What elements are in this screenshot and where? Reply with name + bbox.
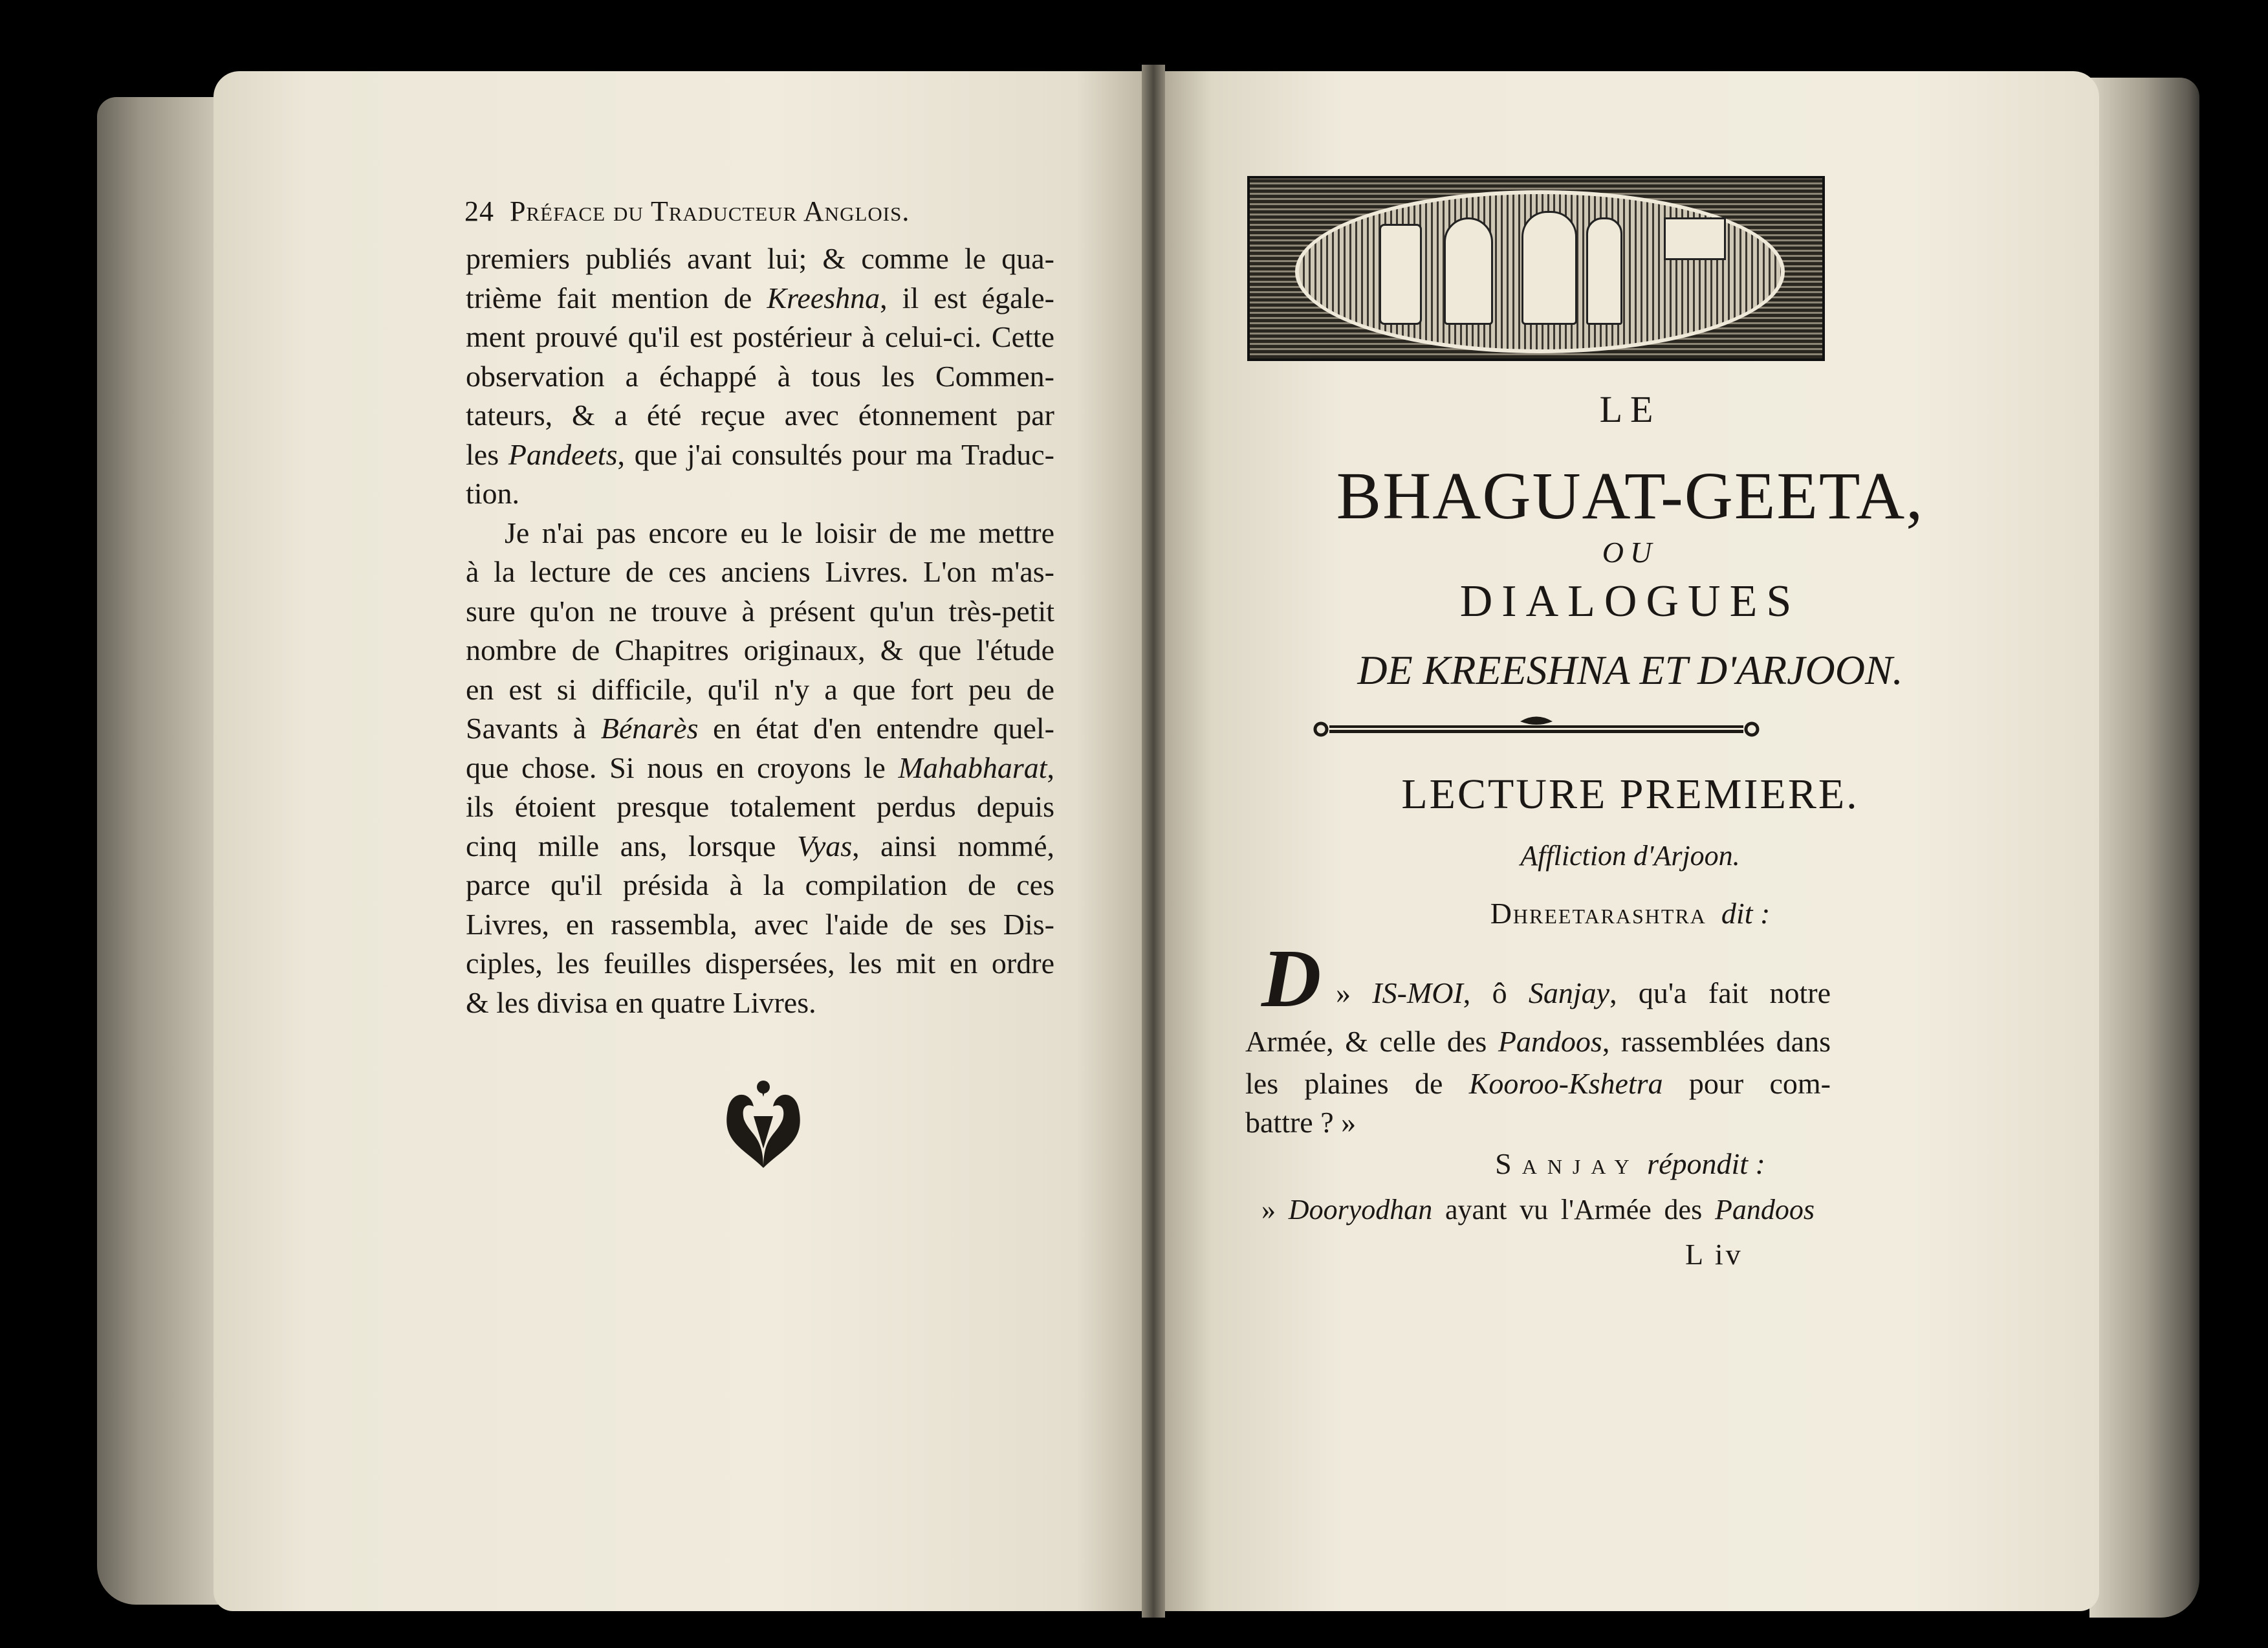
text-segment: » [1336,976,1373,1009]
speaker-heading-2 [1158,1147,2102,1181]
text-line [1245,1064,1831,1103]
italic-text: IS-MOI [1372,976,1463,1009]
title-dialogues: DIALOGUES [1459,577,1801,626]
text-line [466,357,1054,396]
italic-text: Pandeets [508,437,618,471]
text-line [466,592,1054,631]
text-segment: ciples, les feuilles dispersées, les mit en ordre [466,947,1054,980]
drop-cap: D [1261,932,1322,1024]
text-segment: Savants à [466,712,601,745]
text-line [466,749,1054,787]
italic-text: Pandoos [1715,1194,1815,1225]
speaker-name: Dhreetarashtra [1490,897,1706,930]
title-subtitle: DE KREESHNA ET D'ARJOON. [1357,647,1903,693]
text-line [466,787,1054,826]
text-segment: Livres, en rassembla, avec l'aide de ses Dis- [466,907,1054,941]
text-line [466,944,1054,983]
text-segment: en état d'en entendre quel- [698,712,1055,745]
text-segment: nombre de Chapitres originaux, & que l'étude [466,633,1054,666]
speaker-verb: dit : [1721,897,1771,930]
text-segment: , il est égale- [880,281,1054,314]
text-segment: battre ? » [1245,1106,1357,1139]
title-ou: OU [1602,536,1659,569]
italic-text: Kooroo-Kshetra [1468,1067,1663,1100]
text-segment: trième fait mention de [466,281,767,314]
italic-text: Pandoos [1498,1025,1602,1058]
page-number: 24 [464,195,494,227]
italic-text: Sanjay [1528,976,1610,1009]
italic-text: Kreeshna [767,281,880,314]
text-segment: cinq mille ans, lorsque [466,829,797,862]
text-line [466,866,1054,905]
text-segment: tateurs, & a été reçue avec étonnement par [466,399,1054,432]
text-segment: à la lecture de ces anciens Livres. L'on m'as- [466,555,1054,588]
text-line [1245,1103,1831,1142]
divider-ornament-icon [1313,715,1760,741]
running-head-title: Préface du Traducteur Anglois. [510,195,910,227]
text-segment: » [1261,1194,1289,1225]
text-segment: , ô [1463,976,1529,1009]
italic-text: Bénarès [600,712,699,745]
speaker-verb-2: répondit : [1647,1147,1765,1180]
text-line [466,396,1054,435]
text-segment: les [466,437,508,471]
text-segment: , que j'ai consultés pour ma Traduc- [617,437,1054,471]
text-segment: pour com- [1663,1067,1831,1100]
text-line [466,983,1054,1022]
text-segment: , qu'a fait notre [1609,976,1831,1009]
text-segment: observation a échappé à tous les Commen- [466,359,1054,393]
italic-text: Dooryodhan [1288,1194,1433,1225]
text-segment: ayant vu l'Armée des [1432,1194,1715,1225]
text-line [466,279,1054,318]
text-line [1245,1022,1831,1061]
text-segment: les plaines de [1245,1067,1469,1100]
text-segment: que chose. Si nous en croyons le [466,751,899,784]
chapter-heading: LECTURE PREMIERE. [1401,771,1859,818]
headpiece-engraving [1247,176,1825,361]
text-segment: Je n'ai pas encore eu le loisir de me mettre [505,516,1054,549]
text-segment: ment prouvé qu'il est postérieur à celui-ci. Cette [466,320,1054,353]
book-page-edges-right [2089,78,2199,1618]
signature-mark: L iv [1685,1238,1743,1271]
catchword-line [1261,1191,1815,1229]
text-segment: & les divisa en quatre Livres. [466,985,816,1019]
title-le: LE [1599,388,1661,430]
text-segment: ils étoient presque totalement perdus depuis [466,790,1054,823]
text-segment: , ainsi nommé, [852,829,1054,862]
italic-text: Vyas [796,829,853,862]
text-segment: en est si difficile, qu'il n'y a que fort peu de [466,672,1054,706]
text-segment: premiers publiés avant lui; & comme le qua- [466,242,1054,275]
text-line [466,631,1054,670]
title-main: BHAGUAT-GEETA, [1336,459,1925,533]
text-line [466,318,1054,357]
running-head [464,194,910,229]
text-segment: sure qu'on ne trouve à présent qu'un très-petit [466,594,1054,628]
text-line [505,514,1054,553]
speaker-heading [1158,896,2102,931]
text-line [466,239,1054,278]
text-line [466,905,1054,944]
text-line [466,435,1054,474]
text-line [1336,974,1831,1013]
text-line [466,709,1054,748]
fleuron-ornament-icon [718,1071,809,1174]
text-line [466,474,1054,513]
text-segment: tion. [466,477,520,510]
italic-text: Mahabharat [898,751,1047,784]
text-line [466,553,1054,591]
text-line [466,670,1054,709]
text-segment: Armée, & celle des [1245,1025,1498,1058]
text-segment: , rassemblées dans [1602,1025,1831,1058]
text-segment: , [1047,751,1054,784]
chapter-subtitle: Affliction d'Arjoon. [1520,840,1740,872]
text-segment: parce qu'il présida à la compilation de ces [466,868,1054,901]
text-line [466,827,1054,866]
speaker-name-2: Sanjay [1495,1147,1640,1180]
